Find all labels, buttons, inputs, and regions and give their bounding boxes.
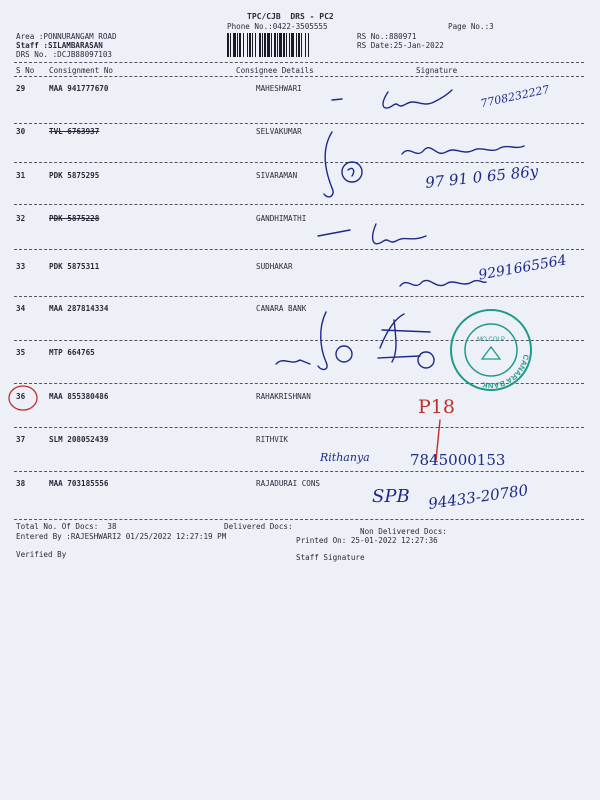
signature-scribble-icon <box>398 272 488 296</box>
barcode-bar <box>271 33 272 57</box>
stamp-ring-text: CANARA BANK <box>481 353 531 391</box>
row-sno: 34 <box>16 304 26 313</box>
row-divider <box>14 471 584 472</box>
column-sno: S No <box>16 66 35 75</box>
printed-on: Printed On: 25-01-2022 12:27:36 <box>296 536 438 545</box>
handwritten-initials: SPB <box>372 486 410 507</box>
barcode-bar <box>255 33 256 57</box>
barcode-bar <box>283 33 285 57</box>
row-sno: 33 <box>16 262 26 271</box>
barcode-bar <box>279 33 282 57</box>
barcode-bar <box>249 33 251 57</box>
row-consignee: GANDHIMATHI <box>256 214 307 223</box>
staff-signature: Staff Signature <box>296 553 365 562</box>
row-divider <box>14 519 584 520</box>
barcode-bar <box>259 33 261 57</box>
row-sno: 38 <box>16 479 26 488</box>
barcode-bar <box>237 33 238 57</box>
barcode-bar <box>301 33 302 57</box>
verified-by: Verified By <box>16 550 67 559</box>
row-sno: 35 <box>16 348 26 357</box>
barcode-bar <box>227 33 229 57</box>
drs-number: DRS No. :DCJB88097103 <box>16 50 113 59</box>
signature-scribble-icon <box>330 84 480 118</box>
entered-by: Entered By :RAJESHWARI2 01/25/2022 12:27:19 PM <box>16 532 227 541</box>
barcode-bar <box>230 33 231 57</box>
row-consignment: MTP 664765 <box>49 348 95 357</box>
column-consignee: Consignee Details <box>236 66 314 75</box>
row-sno: 36 <box>16 392 26 401</box>
header-divider-bottom <box>14 76 584 77</box>
document-title: TPC/CJB DRS - PC2 <box>247 12 334 21</box>
barcode-bar <box>286 33 287 57</box>
row-divider <box>14 123 584 124</box>
circle-mark-icon <box>6 383 40 413</box>
barcode-bar <box>296 33 297 57</box>
delivered-docs: Delivered Docs: <box>224 522 293 531</box>
signature-scribble-icon <box>318 128 378 204</box>
barcode-bar <box>267 33 270 57</box>
row-consignee: CANARA BANK <box>256 304 307 313</box>
row-consignee: RAHAKRISHNAN <box>256 392 311 401</box>
handwritten-phone: 94433-20780 <box>427 481 530 513</box>
handwritten-phone: 7708232227 <box>479 82 551 111</box>
barcode-image <box>227 33 355 57</box>
barcode-bar <box>264 33 266 57</box>
row-consignment: MAA 855380486 <box>49 392 109 401</box>
barcode-bar <box>305 33 306 57</box>
row-sno: 31 <box>16 171 26 180</box>
signature-scribble-icon <box>316 220 436 252</box>
row-sno: 37 <box>16 435 26 444</box>
row-consignment: MAA 941777670 <box>49 84 109 93</box>
barcode-bar <box>233 33 236 57</box>
row-sno: 29 <box>16 84 26 93</box>
handwritten-phone: 97 91 0 65 86y <box>424 162 540 192</box>
barcode-bar <box>289 33 290 57</box>
handwritten-name: Rithanya <box>320 451 370 464</box>
barcode-bar <box>239 33 241 57</box>
row-sno: 30 <box>16 127 26 136</box>
signature-scribble-icon <box>400 140 530 164</box>
row-consignment: MAA 703185556 <box>49 479 109 488</box>
barcode-bar <box>262 33 263 57</box>
staff-label: Staff :SILAMBARASAN <box>16 41 103 50</box>
row-divider <box>14 427 584 428</box>
barcode-bar <box>243 33 244 57</box>
row-consignment: TVL 6763937 <box>49 127 100 136</box>
row-consignment: SLM 208052439 <box>49 435 109 444</box>
rs-date: RS Date:25-Jan-2022 <box>357 41 444 50</box>
row-consignee: RAJADURAI CONS <box>256 479 321 488</box>
barcode-bar <box>252 33 253 57</box>
page-number: Page No.:3 <box>448 22 494 31</box>
bank-seal-stamp <box>448 307 534 393</box>
barcode-bar <box>308 33 309 57</box>
non-delivered-docs: Non Delivered Docs: <box>360 527 447 536</box>
row-consignment: PDK 5875295 <box>49 171 100 180</box>
column-signature: Signature <box>416 66 458 75</box>
row-consignee: SUDHAKAR <box>256 262 293 271</box>
rs-number: RS No.:880971 <box>357 32 417 41</box>
column-consignment: Consignment No <box>49 66 114 75</box>
barcode-bar <box>274 33 276 57</box>
barcode-bar <box>291 33 294 57</box>
row-consignment: MAA 287814334 <box>49 304 109 313</box>
row-consignee: RITHVIK <box>256 435 289 444</box>
total-docs: Total No. Of Docs: 38 <box>16 522 117 531</box>
row-consignment: PDK 5875311 <box>49 262 100 271</box>
barcode-bar <box>298 33 300 57</box>
handwritten-phone: 7845000153 <box>410 451 506 469</box>
signature-scribble-icon <box>270 308 440 372</box>
row-divider <box>14 249 584 250</box>
handwritten-mark: P18 <box>418 396 455 418</box>
row-consignee: SIVARAMAN <box>256 171 298 180</box>
stamp-center-text: MO COLP <box>477 337 505 343</box>
row-divider <box>14 204 584 205</box>
row-consignee: SELVAKUMAR <box>256 127 302 136</box>
header-divider-top <box>14 62 584 63</box>
row-sno: 32 <box>16 214 26 223</box>
handwritten-phone: 9291665564 <box>477 252 568 284</box>
row-divider <box>14 296 584 297</box>
phone-number: Phone No.:0422-3505555 <box>227 22 328 31</box>
barcode-bar <box>247 33 248 57</box>
area-label: Area :PONNURANGAM ROAD <box>16 32 117 41</box>
row-consignee: MAHESHWARI <box>256 84 302 93</box>
barcode-bar <box>277 33 278 57</box>
row-consignment: PDK 5875228 <box>49 214 100 223</box>
